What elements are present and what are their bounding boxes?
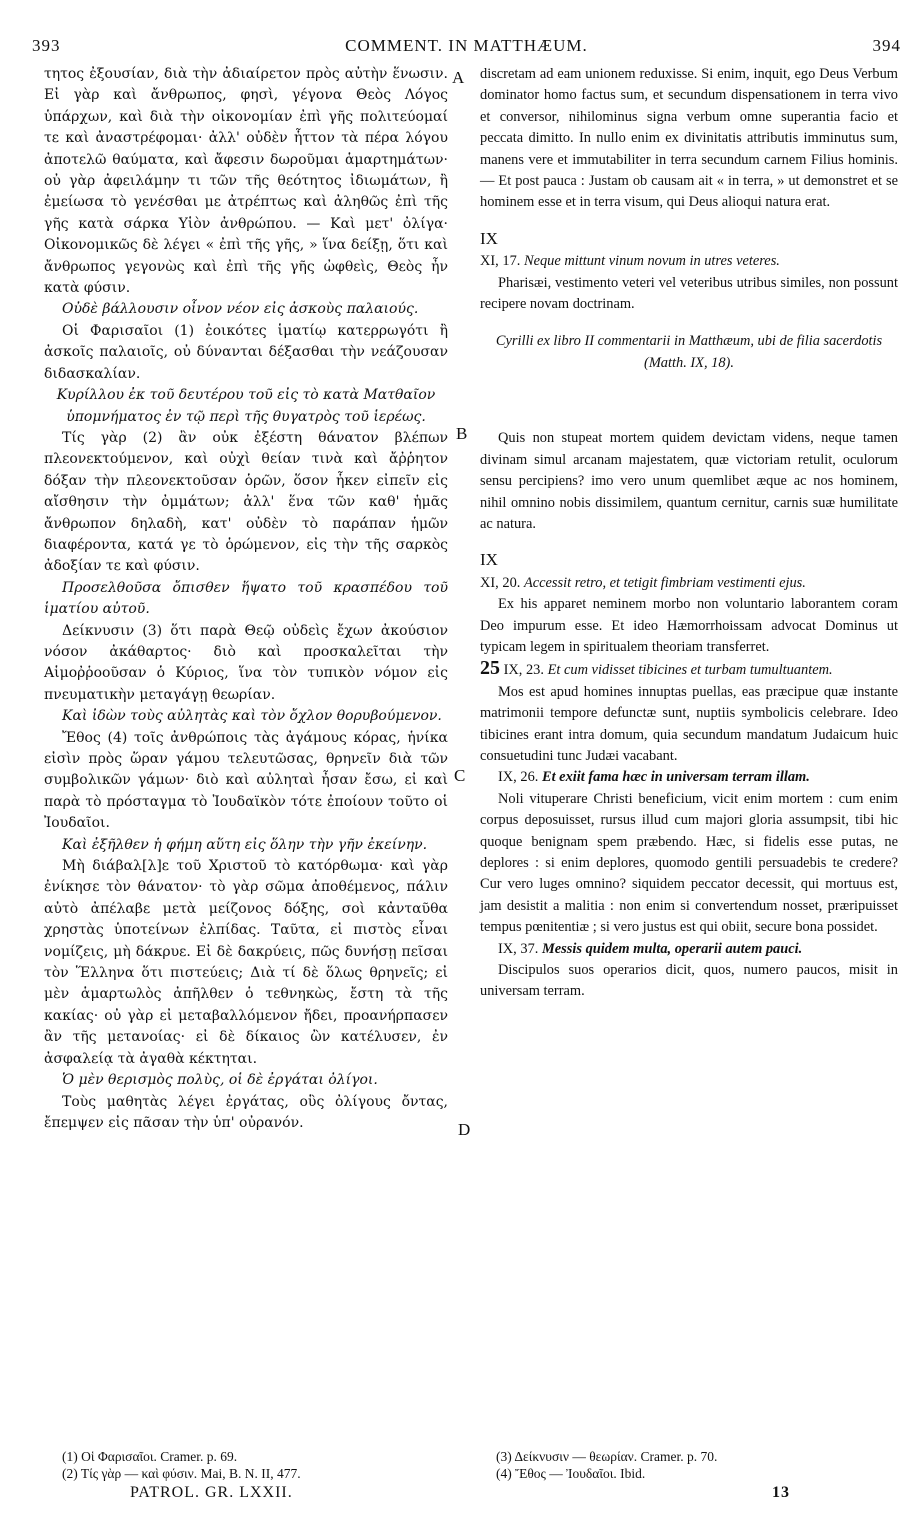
footnotes-right: [496, 1448, 886, 1482]
greek-paragraph: Μὴ διάβαλ[λ]ε τοῦ Χριστοῦ τὸ κατόρθωμα· καὶ γὰρ ἐνίκησε τὸν θάνατον· τὸ γὰρ σῶμα ἀποθέμενος, πάλιν αὐτὸ ἀπέλαβε μετὰ μείζονος δόξης, σοὶ κἀνταῦθα χρηστὰς ὑποτείνων ἐλπίδας. Ταῦτα, εἰ πιστὸς εἶναι νομίζεις, μὴ δάκρυε. Εἰ δὲ δακρύεις, πῶς δυνήσῃ πεῖσαι τὸν Ἕλληνα ὅτι πιστεύεις; Διὰ τί δὲ ὅλως θρηνεῖς; εἰ μὲν ἁμαρτωλὸς ἀπῆλθεν ὁ τεθνηκὼς, ἔστη τὰ τῆς κακίας· οὐ γὰρ εἰ μεταβαλλόμενον ἤδει, προανήρπασεν ἂν τῆς μετανοίας· εἰ δὲ δίκαιος ὢν κατέλυσεν, ἐν ἀσφαλείᾳ τὰ ἀγαθὰ κέκτηται.: [44, 858, 448, 1067]
margin-letter-c: C: [454, 766, 466, 785]
page-number-left: 393: [32, 36, 61, 55]
column-number: 25: [480, 657, 500, 680]
margin-letter-d: D: [458, 1120, 471, 1139]
greek-paragraph: τητος ἐξουσίαν, διὰ τὴν ἀδιαίρετον πρὸς αὐτὴν ἕνωσιν. Εἰ γὰρ καὶ ἄνθρωπος, φησὶ, γέγονα Θεὸς Λόγος ὑπάρχων, καὶ διὰ τὴν οἰκονομίαν ἐπὶ γῆς πολιτεύομαί τε καὶ ἀναστρέφομαι· ἀλλ' οὐδὲν ἧττον τὰ πέρα λόγου ἀποτελῶ θαύματα, καὶ ἄφεσιν δωροῦμαι ἁμαρτημάτων· οὐ γὰρ ἀφειλάμην τι τῶν τῆς θεότητος ἰδιωμάτων, ἢ ἐμείωσα τὸ γενέσθαι με ἀτρέπτως καὶ ἀληθῶς ἐπὶ τῆς γῆς κατὰ σάρκα Υἱὸν ἀνθρώπου. — Καὶ μετ' ὀλίγα· Οἰκονομικῶς δὲ λέγει « ἐπὶ τῆς γῆς, » ἵνα δείξῃ, ὅτι καὶ ἄνθρωπος γεγονὼς καὶ ἐπὶ τῆς γῆς ὠφθεὶς, Θεὸς ἦν κατὰ φύσιν.: [44, 66, 448, 297]
latin-lemma: Et exiit fama hæc in universam terram illam.: [541, 769, 810, 786]
latin-paragraph: discretam ad eam unionem reduxisse. Si enim, inquit, ego Deus Verbum dominator homo factus sum, et secundum dispensationem in terra vivo et conversor, nihilominus signa verbum omne superantia facio et peccata dimitto. In nullo enim ex divinitatis attributis imminutus sum, manens vere et immutabiliter in terra secundum carnem Filius hominis. — Et post pauca : Justam ob causam ait « in terra, » ut demonstret et se hominem esse et in terra visum, qui Deus alioqui natura erat.: [480, 66, 898, 211]
greek-lemma: Ὁ μὲν θερισμὸς πολὺς, οἱ δὲ ἐργάται ὀλίγοι.: [62, 1072, 378, 1089]
latin-lemma: Messis quidem multa, operarii autem pauci.: [541, 940, 803, 957]
footnote: (4) Ἔθος — Ἰουδαῖοι. Ibid.: [496, 1466, 646, 1481]
latin-column: [480, 64, 898, 1003]
verse-ref: IX, 37.: [498, 940, 539, 957]
verse-ref: IX, 26.: [498, 769, 539, 786]
greek-column: [44, 64, 448, 1134]
footnote: (2) Τίς γὰρ — καὶ φύσιν. Mai, B. N. II, 477.: [62, 1466, 301, 1481]
greek-lemma: Καὶ ἐξῆλθεν ἡ φήμη αὕτη εἰς ὅλην τὴν γῆν ἐκείνην.: [62, 836, 428, 853]
greek-paragraph: Ἔθος (4) τοῖς ἀνθρώποις τὰς ἀγάμους κόρας, ἡνίκα εἰσὶν πρὸς ὥραν γάμου τελευτῶσας, θρηνεῖν διὰ τῶν συμβολικῶν γάμων· διὸ καὶ αὐληταὶ ἦσαν ἔσω, εἰ καὶ παρὰ τὸ πρόσταγμα τὸ Ἰουδαϊκὸν τότε ἐποίουν τοῦτο οἱ Ἰουδαῖοι.: [44, 729, 448, 832]
latin-paragraph: Pharisæi, vestimento veteri vel veteribus utribus similes, non possunt recipere novam doctrinam.: [480, 274, 898, 313]
greek-paragraph: Τίς γὰρ (2) ἂν οὐκ ἐξέστη θάνατον βλέπων πλεονεκτούμενον, καὶ οὐχὶ θείαν τινὰ καὶ ἄῤῥητον δόξαν τὴν πλεονεκτοῦσαν ὁρῶν, ὅσον ἧκεν εἰπεῖν εἰς αἴσθησιν τὴν ὀμμάτων; ἀλλ' ἕνα τῶν καθ' ἡμᾶς ἄνθρωπον δηλαδὴ, κατ' οὐδὲν τὸ παράπαν ἡμῶν διαφέροντα, κατά γε τὸ ὁρώμενον, εἰς τὴν τῆς σαρκὸς ἀδοξίαν τε καὶ φύσιν.: [44, 429, 448, 575]
handwritten-mark: IX: [480, 228, 498, 248]
greek-section-heading: Κυρίλλου ἐκ τοῦ δευτέρου τοῦ εἰς τὸ κατὰ Ματθαῖον ὑπομνήματος ἐν τῷ περὶ τῆς θυγατρὸς τοῦ ἱερέως.: [56, 387, 436, 425]
latin-paragraph: Noli vituperare Christi beneficium, vicit enim mortem : cum enim corpus deposuisset, rursus illud cum majori gloria assumpsit, tibi hic quoque benignam spem præbendo. Hæc, si fidelis esse putas, ne deplores : si enim deplores, quomodo gentili persuadebis te credere? Cur vero luges omnino? siquidem peccator decessit, qui mortuus est, jam desistit a malitia : non enim si convertendum nosset, præripuisset tempus pœnitentiæ ; si vero justus est qui obiit, secure bona possidet.: [480, 790, 898, 936]
verse-ref: IX, 23.: [503, 662, 544, 679]
verse-ref: XI, 20.: [480, 574, 521, 591]
footnotes-left: [62, 1448, 442, 1482]
latin-lemma: Et cum vidisset tibicines et turbam tumultuantem.: [547, 662, 833, 679]
margin-letter-b: B: [456, 424, 468, 443]
footnote: (3) Δείκνυσιν — θεωρίαν. Cramer. p. 70.: [496, 1449, 718, 1464]
latin-lemma: Neque mittunt vinum novum in utres veteres.: [523, 253, 780, 270]
latin-paragraph: Mos est apud homines innuptas puellas, eas præcipue quæ instante matrimonii tempore defunctæ sunt, nuptiis symbolicis celebrare. Ideo tibicines erant intra domum, quia secundum mandatum Judaicum huic consuetudini tunc Judæi vacabant.: [480, 683, 898, 764]
latin-paragraph: Discipulos suos operarios dicit, quos, numero paucos, misit in universam terram.: [480, 962, 898, 1000]
margin-letter-a: A: [452, 68, 465, 87]
greek-paragraph: Τοὺς μαθητὰς λέγει ἐργάτας, οὓς ὀλίγους ὄντας, ἔπεμψεν εἰς πᾶσαν τὴν ὑπ' οὐρανόν.: [44, 1093, 448, 1131]
volume-signature: PATROL. GR. LXXII.: [130, 1484, 293, 1501]
running-header: [32, 36, 901, 60]
footnote: (1) Οἱ Φαρισαῖοι. Cramer. p. 69.: [62, 1449, 238, 1464]
signature-number: 13: [772, 1484, 790, 1501]
verse-ref: XI, 17.: [480, 253, 521, 270]
latin-section-heading: Cyrilli ex libro II commentarii in Matthæum, ubi de filia sacerdotis (Matth. IX, 18).: [495, 333, 883, 371]
latin-lemma: Accessit retro, et tetigit fimbriam vestimenti ejus.: [523, 574, 806, 591]
handwritten-mark: IX: [480, 550, 498, 570]
greek-lemma: Καὶ ἰδὼν τοὺς αὐλητὰς καὶ τὸν ὄχλον θορυβούμενον.: [62, 708, 442, 725]
greek-paragraph: Οἱ Φαρισαῖοι (1) ἐοικότες ἱματίῳ κατερρωγότι ἢ ἀσκοῖς παλαιοῖς, οὐ δύνανται δέξασθαι τὴν νεάζουσαν διδασκαλίαν.: [44, 322, 448, 382]
running-title: COMMENT. IN MATTHÆUM.: [345, 36, 588, 55]
latin-paragraph: Quis non stupeat mortem quidem devictam videns, neque tamen divinam simul arcanam majestatem, quæ victoriam retulit, oculorum sensu percipiens? imo vero unum quemlibet æque ac nos hominem, nihil omnino nobis dissimilem, quantum cernitur, carnis suæ humilitate ac natura.: [480, 430, 898, 532]
greek-lemma: Οὐδὲ βάλλουσιν οἶνον νέον εἰς ἀσκοὺς παλαιούς.: [62, 301, 419, 318]
greek-lemma: Προσελθοῦσα ὄπισθεν ἥψατο τοῦ κρασπέδου τοῦ ἱματίου αὐτοῦ.: [44, 579, 448, 618]
latin-paragraph: Ex his apparet neminem morbo non voluntario laborantem coram Deo impurum esse. Et ideo Hæmorrhoissam advocat Dominus ut typicam legem in spiritualem theoriam transferret.: [480, 596, 898, 655]
greek-paragraph: Δείκνυσιν (3) ὅτι παρὰ Θεῷ οὐδεὶς ἔχων ἀκούσιον νόσον ἀκάθαρτος· διὸ καὶ προσκαλεῖται τὴν Αἱμοῤῥοοῦσαν ὁ Κύριος, ἵνα τὸν τυπικὸν νόμον εἰς πνευματικὴν μεταγάγῃ θεωρίαν.: [44, 622, 448, 703]
page-number-right: 394: [872, 36, 901, 55]
